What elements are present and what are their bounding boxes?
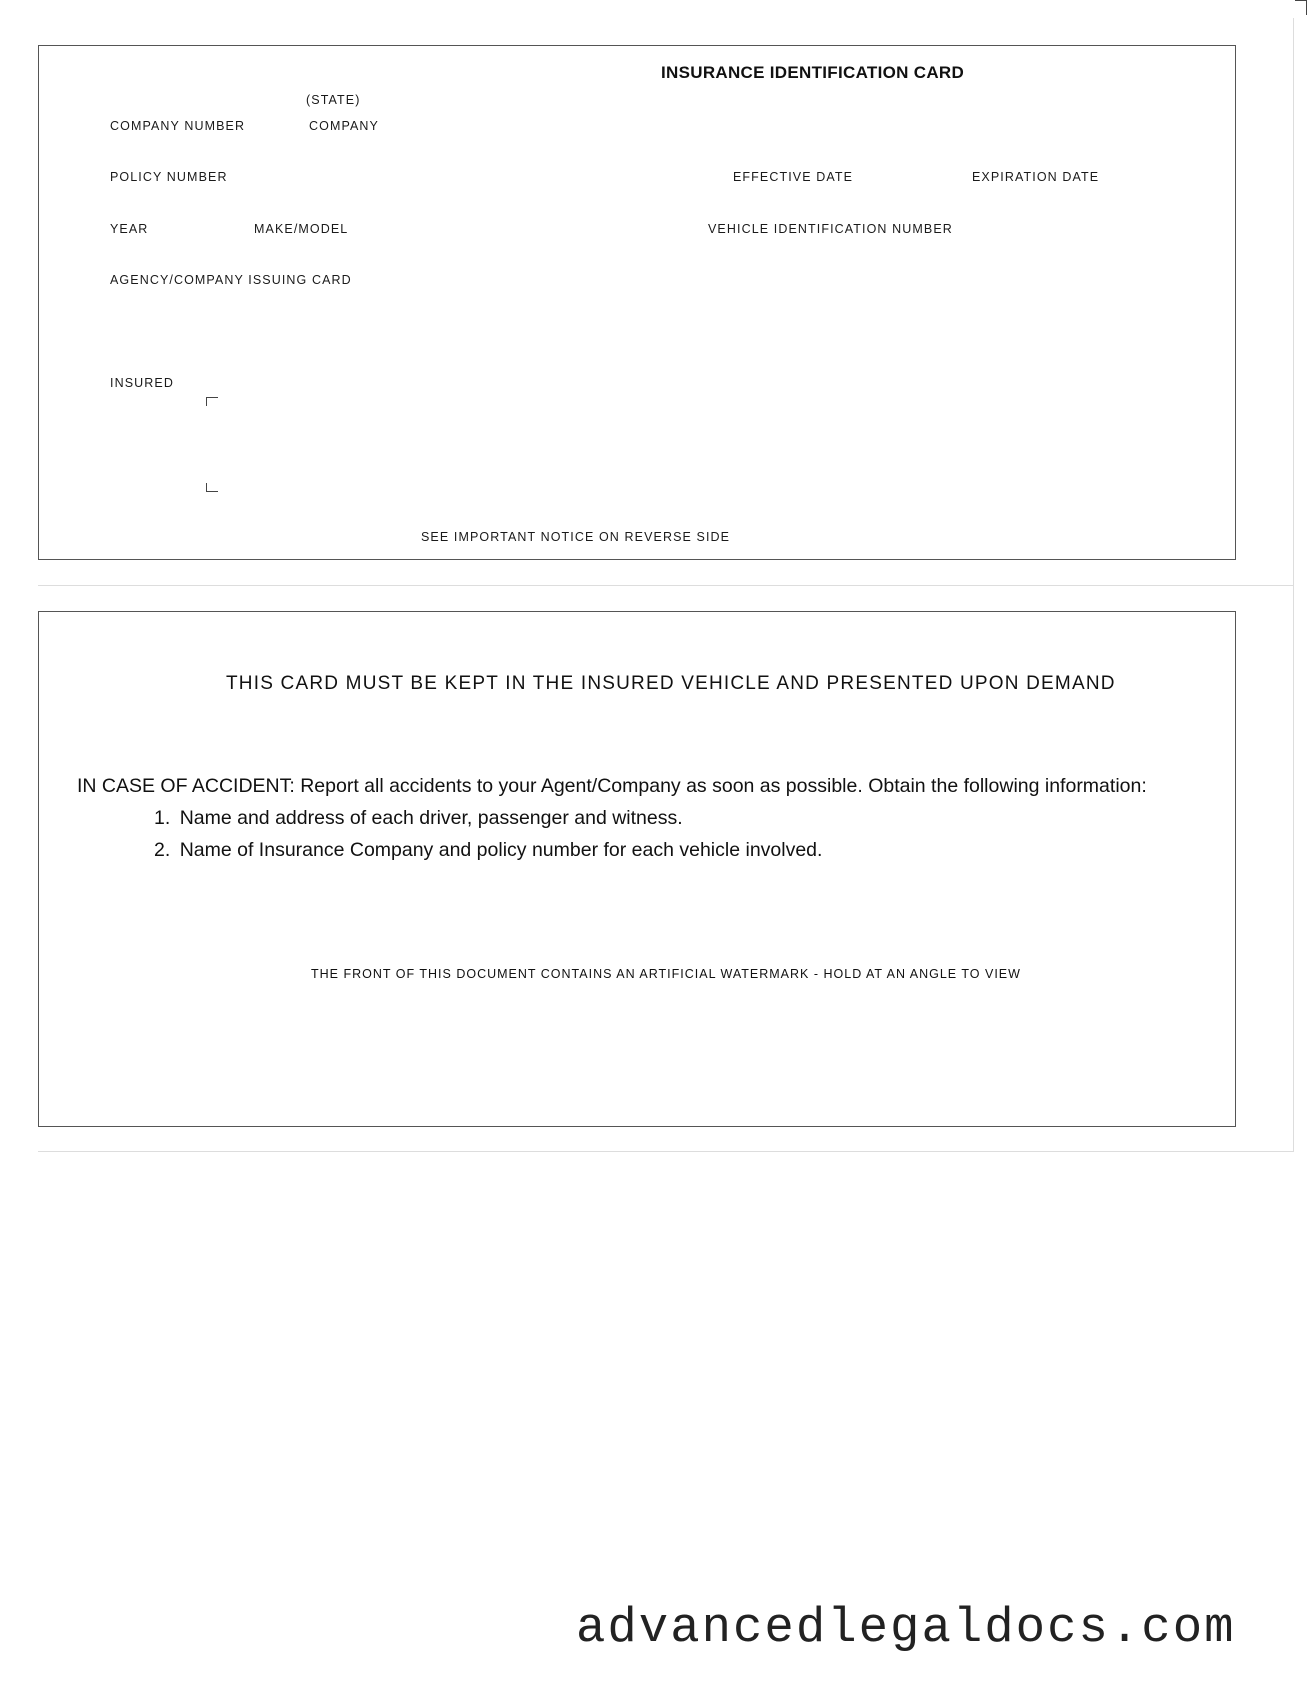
cut-line	[38, 1151, 1294, 1152]
site-watermark-logo: advancedlegaldocs.com	[576, 1600, 1236, 1656]
address-window-top-corner	[206, 397, 218, 406]
year-label: YEAR	[110, 222, 149, 236]
expiration-date-label: EXPIRATION DATE	[972, 170, 1100, 184]
list-item-text: Name and address of each driver, passenger and witness.	[179, 807, 683, 829]
cut-line	[38, 585, 1294, 586]
page-corner-mark	[1295, 0, 1307, 15]
accident-instructions: IN CASE OF ACCIDENT: Report all accidents to your Agent/Company as soon as possible. Obtain the following information:	[77, 775, 1147, 797]
vin-label: VEHICLE IDENTIFICATION NUMBER	[708, 222, 953, 236]
company-label: COMPANY	[309, 119, 379, 133]
keep-card-notice: THIS CARD MUST BE KEPT IN THE INSURED VEHICLE AND PRESENTED UPON DEMAND	[226, 673, 1116, 694]
address-window-bottom-corner	[206, 483, 218, 492]
policy-number-label: POLICY NUMBER	[110, 170, 228, 184]
list-item-number: 1.	[154, 807, 171, 829]
agency-label: AGENCY/COMPANY ISSUING CARD	[110, 273, 352, 287]
insured-label: INSURED	[110, 376, 174, 390]
front-card	[38, 45, 1236, 560]
list-item	[154, 807, 683, 830]
watermark-notice: THE FRONT OF THIS DOCUMENT CONTAINS AN ARTIFICIAL WATERMARK - HOLD AT AN ANGLE TO VIEW	[311, 967, 1021, 981]
state-label: (STATE)	[306, 93, 361, 107]
list-item	[154, 839, 822, 862]
back-card	[38, 611, 1236, 1127]
effective-date-label: EFFECTIVE DATE	[733, 170, 854, 184]
company-number-label: COMPANY NUMBER	[110, 119, 246, 133]
card-title: INSURANCE IDENTIFICATION CARD	[661, 63, 965, 82]
make-model-label: MAKE/MODEL	[254, 222, 349, 236]
list-item-number: 2.	[154, 839, 171, 861]
reverse-notice: SEE IMPORTANT NOTICE ON REVERSE SIDE	[421, 530, 731, 544]
list-item-text: Name of Insurance Company and policy number for each vehicle involved.	[179, 839, 823, 861]
